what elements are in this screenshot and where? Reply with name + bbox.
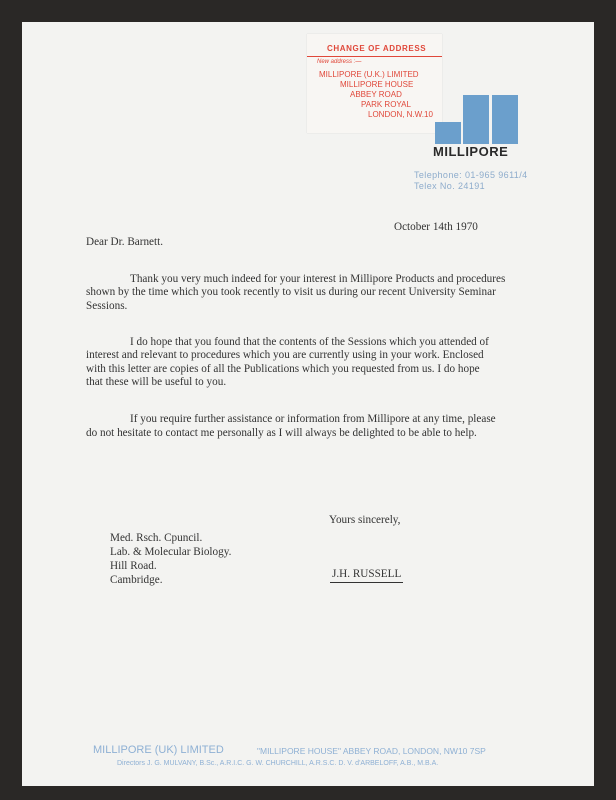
paragraph-line: If you require further assistance or information from Millipore at any time, please: [130, 413, 496, 425]
paragraph-line: Thank you very much indeed for your interest in Millipore Products and procedures: [130, 273, 506, 285]
brand-logo-text: MILLIPORE: [433, 144, 509, 159]
footer-company: MILLIPORE (UK) LIMITED: [93, 744, 224, 756]
logo-bar: [435, 122, 461, 144]
paragraph-line: do not hesitate to contact me personally as I will always be delighted to be able to help.: [86, 427, 477, 439]
footer-directors: Directors J. G. MULVANY, B.Sc., A.R.I.C. G. W. CHURCHILL, A.R.S.C. D. V. d'ARBELOFF, A.B., M.B.A.: [117, 760, 439, 767]
paragraph-line: I do hope that you found that the contents of the Sessions which you attended of: [130, 336, 489, 348]
paragraph-line: that these will be useful to you.: [86, 376, 227, 388]
logo-bar: [492, 95, 518, 144]
telephone: Telephone: 01-965 9611/4: [414, 170, 528, 180]
letter-page: [22, 22, 594, 786]
new-address-label: New address :—: [317, 59, 362, 65]
stamp-line: PARK ROYAL: [361, 100, 411, 109]
footer-address: "MILLIPORE HOUSE" ABBEY ROAD, LONDON, NW10 7SP: [257, 746, 486, 756]
paragraph-line: interest and relevant to procedures which you are currently using in your work. Enclosed: [86, 349, 484, 361]
change-of-address-label: [307, 34, 442, 133]
paragraph-line: Sessions.: [86, 300, 128, 312]
stamp-line: ABBEY ROAD: [350, 90, 402, 99]
logo-bar: [463, 95, 489, 144]
stamp-line: LONDON, N.W.10: [368, 110, 433, 119]
stamp-title: CHANGE OF ADDRESS: [327, 44, 427, 53]
stamp-rule: [307, 56, 442, 57]
recipient-line: Cambridge.: [110, 574, 163, 586]
stamp-line: MILLIPORE (U.K.) LIMITED: [319, 70, 419, 79]
recipient-line: Lab. & Molecular Biology.: [110, 546, 232, 558]
paragraph-line: shown by the time which you took recently to visit us during our recent University Seminar: [86, 286, 496, 298]
stamp-line: MILLIPORE HOUSE: [340, 80, 414, 89]
paragraph-line: with this letter are copies of all the Publications which you requested from us. I do hope: [86, 363, 480, 375]
recipient-line: Med. Rsch. Cpuncil.: [110, 532, 203, 544]
salutation: Dear Dr. Barnett.: [86, 236, 164, 248]
telex: Telex No. 24191: [414, 181, 486, 191]
recipient-line: Hill Road.: [110, 560, 157, 572]
signatory: J.H. RUSSELL: [330, 568, 403, 583]
closing: Yours sincerely,: [329, 514, 401, 526]
letter-date: October 14th 1970: [394, 221, 478, 233]
